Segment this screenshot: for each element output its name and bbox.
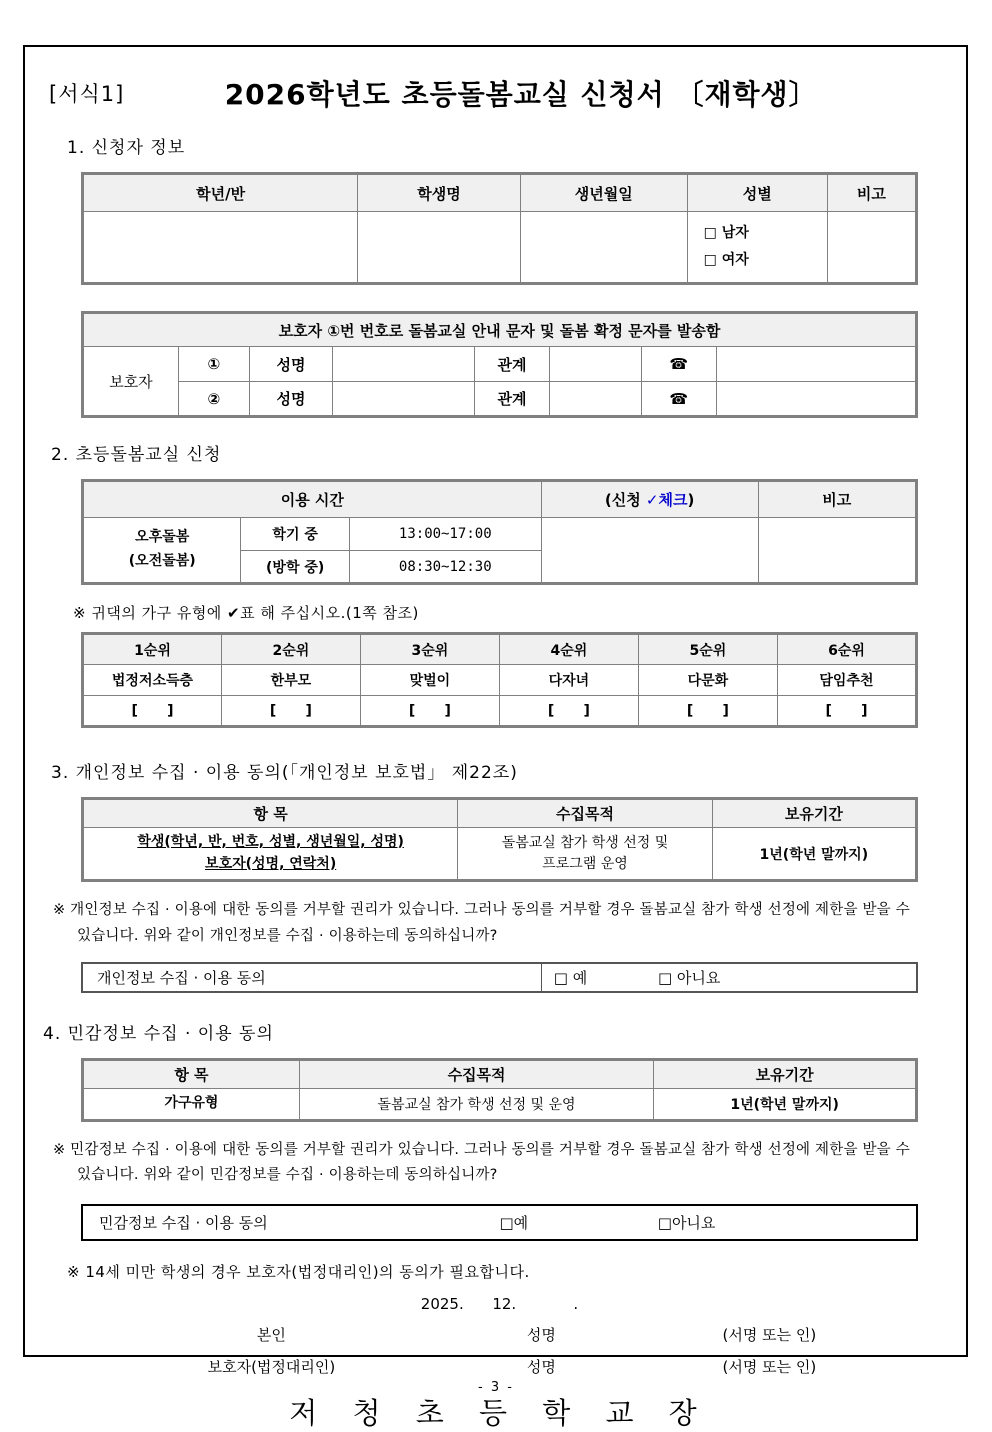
program-name-cell: [83, 518, 241, 584]
care-row-semester: [83, 518, 917, 551]
rank-2: 2순위: [221, 634, 360, 665]
col-header-student-name: 학생명: [358, 174, 521, 212]
personal-info-purpose: [458, 828, 712, 881]
guardian-notice: 보호자 ①번 번호로 돌봄교실 안내 문자 및 돌봄 확정 문자를 발송함: [83, 313, 917, 347]
program-name-line2: (오전돌봄): [128, 553, 196, 569]
page-title: 2026학년도 초등돌봄교실 신청서 〔재학생〕: [224, 78, 818, 111]
col-header-birthdate: 생년월일: [520, 174, 687, 212]
category-single-parent: 한부모: [221, 665, 360, 696]
priority-checkbox-2[interactable]: [ ]: [221, 696, 360, 727]
care-application-table: [81, 479, 918, 585]
guardian1-name-field[interactable]: [333, 347, 475, 382]
personal-info-consent-box: [81, 962, 918, 993]
rank-1: 1순위: [83, 634, 222, 665]
date-line: 2025. 12. .: [420, 1294, 579, 1313]
rank-3: 3순위: [360, 634, 499, 665]
gender-option-female[interactable]: □ 여자: [703, 252, 749, 268]
section4-heading: 4. 민감정보 수집 · 이용 동의: [43, 1024, 274, 1045]
guardian2-relation-label: 관계: [474, 382, 549, 417]
usage-time-header: 이용 시간: [83, 481, 542, 518]
guardian-notice-row: [83, 313, 917, 347]
priority-checkbox-row: [83, 696, 917, 727]
purpose-line2: 프로그램 운영: [542, 855, 628, 872]
signer-guardian-name-label: 성명: [526, 1357, 556, 1376]
sensitive-consent-yes-checkbox[interactable]: □예: [499, 1213, 529, 1232]
guardian-table: [81, 311, 918, 418]
guardian-row-2: [83, 382, 917, 417]
guardian-row-1: [83, 347, 917, 382]
phone-icon: ☎: [641, 382, 716, 417]
sensitive-info-body-row: [83, 1089, 917, 1121]
section2-heading: 2. 초등돌봄교실 신청: [51, 445, 222, 465]
purpose-line1: 돌봄교실 참가 학생 선정 및: [501, 834, 669, 851]
category-low-income: 법정저소득층: [83, 665, 222, 696]
priority-checkbox-4[interactable]: [ ]: [499, 696, 638, 727]
guardian1-name-label: 성명: [249, 347, 332, 382]
personal-info-items: [83, 828, 458, 881]
signer-self-name-label: 성명: [526, 1325, 556, 1344]
sensitive-consent-label: 민감정보 수집 · 이용 동의: [99, 1213, 268, 1232]
personal-info-retention: 1년(학년 말까지): [712, 828, 916, 881]
sensitive-consent-no-checkbox[interactable]: □아니요: [657, 1213, 716, 1232]
guardian-row-label: 보호자: [83, 347, 179, 417]
signer-guardian-label: 보호자(법정대리인): [207, 1357, 336, 1376]
item-student: 학생(학년, 반, 번호, 성별, 생년월일, 성명): [137, 834, 404, 850]
rank-5: 5순위: [638, 634, 777, 665]
form-sheet: [23, 45, 968, 1430]
category-dual-income: 맞벌이: [360, 665, 499, 696]
birthdate-field[interactable]: [520, 212, 687, 284]
minor-consent-note: ※ 14세 미만 학생의 경우 보호자(법정대리인)의 동의가 필요합니다.: [67, 1262, 530, 1281]
guardian2-name-label: 성명: [249, 382, 332, 417]
col-header-grade-class: 학년/반: [83, 174, 358, 212]
priority-table: [81, 632, 918, 728]
signer-self-label: 본인: [256, 1325, 286, 1344]
household-type-note: ※ 귀댁의 가구 유형에 ✔표 해 주십시오.(1쪽 참조): [73, 604, 419, 622]
gender-field[interactable]: [687, 212, 827, 284]
care-table-header-row: [83, 481, 917, 518]
signature-row-self: [81, 1324, 918, 1345]
col-header-gender: 성별: [687, 174, 827, 212]
signer-self-seal-label: (서명 또는 인): [722, 1325, 817, 1344]
personal-consent-options: [541, 963, 917, 992]
rank-4: 4순위: [499, 634, 638, 665]
priority-checkbox-1[interactable]: [ ]: [83, 696, 222, 727]
time-vacation: 08:30~12:30: [349, 551, 541, 584]
personal-info-table: [81, 797, 918, 882]
priority-rank-row: [83, 634, 917, 665]
page-number: - 3 -: [478, 1380, 514, 1395]
guardian2-number: ②: [178, 382, 249, 417]
category-multicultural: 다문화: [638, 665, 777, 696]
student-table-input-row: [83, 212, 917, 284]
personal-info-body-row: [83, 828, 917, 881]
signer-guardian-seal-label: (서명 또는 인): [722, 1357, 817, 1376]
guardian1-phone-field[interactable]: [716, 347, 916, 382]
item-guardian: 보호자(성명, 연락처): [205, 855, 337, 872]
sensitive-info-header-row: [83, 1060, 917, 1089]
personal-consent-no-checkbox[interactable]: □ 아니요: [657, 969, 721, 988]
col-header-retention: 보유기간: [654, 1060, 917, 1089]
phone-icon: ☎: [641, 347, 716, 382]
sensitive-info-retention: 1년(학년 말까지): [654, 1089, 917, 1121]
student-name-field[interactable]: [358, 212, 521, 284]
col-header-purpose: 수집목적: [458, 799, 712, 828]
rank-6: 6순위: [777, 634, 916, 665]
apply-header-checkmark: ✓체크: [645, 491, 688, 509]
signature-row-guardian: [81, 1356, 918, 1377]
guardian2-relation-field[interactable]: [549, 382, 641, 417]
sensitive-info-consent-notice: ※ 민감정보 수집 · 이용에 대한 동의를 거부할 권리가 있습니다. 그러나 동의를 거부할 경우 돌봄교실 참가 학생 선정에 제한을 받을 수 있습니다. 위와 같이 민감정보를 수집 · 이용하는데 동의하십니까?: [53, 1141, 910, 1184]
personal-consent-row: [82, 963, 917, 992]
title-bar: [49, 73, 918, 113]
apply-check-header: [541, 481, 758, 518]
sensitive-info-item: 가구유형: [83, 1089, 300, 1121]
period-semester-label: 학기 중: [241, 518, 349, 551]
col-header-purpose: 수집목적: [299, 1060, 653, 1089]
remark-header: 비고: [758, 481, 917, 518]
priority-category-row: [83, 665, 917, 696]
time-semester: 13:00~17:00: [349, 518, 541, 551]
apply-header-suffix: ): [687, 491, 695, 509]
guardian2-name-field[interactable]: [333, 382, 475, 417]
personal-info-consent-notice: ※ 개인정보 수집 · 이용에 대한 동의를 거부할 권리가 있습니다. 그러나 동의를 거부할 경우 돌봄교실 참가 학생 선정에 제한을 받을 수 있습니다. 위와 같이 개인정보를 수집 · 이용하는데 동의하십니까?: [53, 902, 910, 944]
guardian1-number: ①: [178, 347, 249, 382]
student-table-header-row: [83, 174, 917, 212]
form-tag: [서식1]: [49, 82, 125, 106]
remark-field[interactable]: [827, 212, 916, 284]
col-header-item: 항 목: [83, 799, 458, 828]
care-remark-field[interactable]: [758, 518, 917, 584]
section1-heading: 1. 신청자 정보: [67, 138, 186, 158]
category-multi-child: 다자녀: [499, 665, 638, 696]
personal-consent-yes-checkbox[interactable]: □ 예: [553, 969, 588, 988]
personal-consent-label: 개인정보 수집 · 이용 동의: [82, 963, 541, 992]
apply-check-field[interactable]: [541, 518, 758, 584]
priority-checkbox-3[interactable]: [ ]: [360, 696, 499, 727]
guardian1-relation-field[interactable]: [549, 347, 641, 382]
period-vacation-label: (방학 중): [241, 551, 349, 584]
student-info-table: [81, 172, 918, 285]
apply-header-prefix: (신청: [604, 491, 646, 509]
category-teacher-recommend: 담임추천: [777, 665, 916, 696]
col-header-item: 항 목: [83, 1060, 300, 1089]
sensitive-info-consent-box: [81, 1204, 918, 1241]
program-name-line1: 오후돌봄: [135, 529, 190, 546]
col-header-retention: 보유기간: [712, 799, 916, 828]
sensitive-info-table: [81, 1058, 918, 1122]
col-header-remark: 비고: [827, 174, 916, 212]
guardian1-relation-label: 관계: [474, 347, 549, 382]
school-principal-signature: 저 청 초 등 학 교 장: [289, 1395, 710, 1430]
section3-heading: 3. 개인정보 수집 · 이용 동의(「개인정보 보호법」 제22조): [51, 763, 518, 783]
priority-checkbox-5[interactable]: [ ]: [638, 696, 777, 727]
personal-info-header-row: [83, 799, 917, 828]
priority-checkbox-6[interactable]: [ ]: [777, 696, 916, 727]
guardian2-phone-field[interactable]: [716, 382, 916, 417]
sensitive-info-purpose: 돌봄교실 참가 학생 선정 및 운영: [299, 1089, 653, 1121]
gender-option-male[interactable]: □ 남자: [703, 225, 749, 242]
grade-class-field[interactable]: [83, 212, 358, 284]
